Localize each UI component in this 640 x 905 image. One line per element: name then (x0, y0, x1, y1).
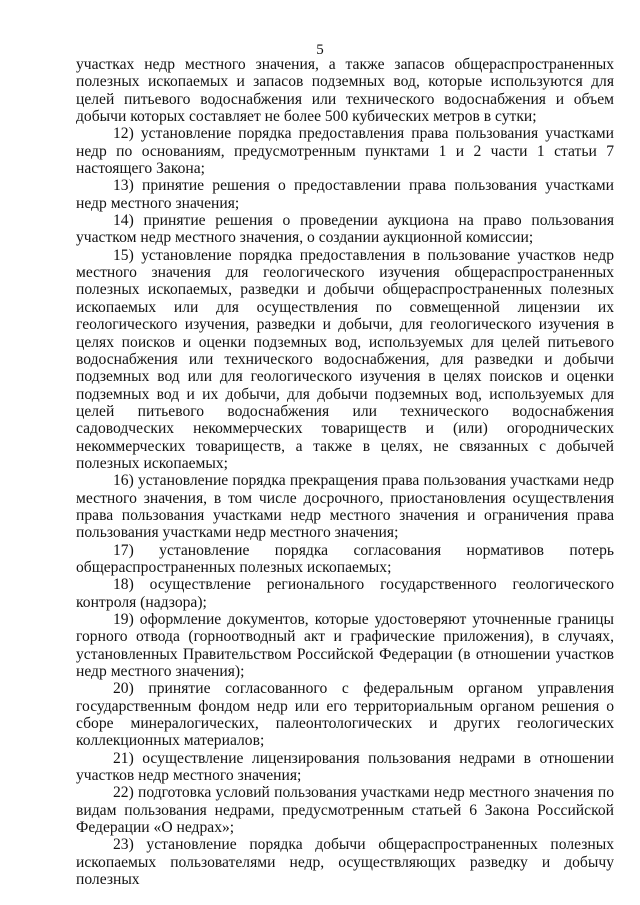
document-body (76, 56, 614, 889)
paragraph-item-18: 18) осуществление регионального государственного геологического контроля (надзора); (76, 576, 614, 611)
paragraph-item-12: 12) установление порядка предоставления права пользования участками недр по основаниям, предусмотренным пунктами 1 и 2 части 1 статьи 7 настоящего Закона; (76, 125, 614, 178)
paragraph-item-14: 14) принятие решения о проведении аукциона на право пользования участком недр местного значения, о создании аукционной комиссии; (76, 212, 614, 247)
paragraph-continuation: участках недр местного значения, а также запасов общераспространенных полезных ископаемых и запасов подземных вод, которые используются для целей питьевого водоснабжения или технического водоснабжения и объем добычи которых составляет не более 500 кубических метров в сутки; (76, 56, 614, 126)
paragraph-item-20: 20) принятие согласованного с федеральным органом управления государственным фондом недр или его территориальным органом решения о сборе минералогических, палеонтологических и других геологических коллекционных материалов; (76, 680, 614, 750)
paragraph-item-13: 13) принятие решения о предоставлении права пользования участками недр местного значения; (76, 177, 614, 212)
paragraph-item-22: 22) подготовка условий пользования участками недр местного значения по видам пользования недрами, предусмотренным статьей 6 Закона Российской Федерации «О недрах»; (76, 784, 614, 837)
paragraph-item-23: 23) установление порядка добычи общераспространенных полезных ископаемых пользователями недр, осуществляющих разведку и добычу полезных (76, 836, 614, 889)
paragraph-item-15: 15) установление порядка предоставления в пользование участков недр местного значения для геологического изучения общераспространенных полезных ископаемых, разведки и добычи общераспространенных полезных ископаемых или для осуществления по совмещенной лицензии их геологического изучения, разведки и добычи, для геологического изучения в целях поисков и оценки подземных вод, используемых для целей питьевого водоснабжения или технического водоснабжения, для разведки и добычи подземных вод или для геологического изучения в целях поисков и оценки подземных вод и их добычи, для добычи подземных вод, используемых для целей питьевого водоснабжения или технического водоснабжения садоводческих некоммерческих товариществ и (или) огороднических некоммерческих товариществ, а также в целях, не связанных с добычей полезных ископаемых; (76, 246, 614, 472)
paragraph-item-19: 19) оформление документов, которые удостоверяют уточненные границы горного отвода (горноотводный акт и графические приложения), в случаях, установленных Правительством Российской Федерации (в отношении участков недр местного значения); (76, 611, 614, 681)
paragraph-item-16: 16) установление порядка прекращения права пользования участками недр местного значения, в том числе досрочного, приостановления осуществления права пользования участками недр местного значения и ограничения права пользования участками недр местного значения; (76, 472, 614, 542)
paragraph-item-17: 17) установление порядка согласования нормативов потерь общераспространенных полезных ископаемых; (76, 541, 614, 576)
page-number: 5 (316, 42, 324, 58)
paragraph-item-21: 21) осуществление лицензирования пользования недрами в отношении участков недр местного значения; (76, 749, 614, 785)
